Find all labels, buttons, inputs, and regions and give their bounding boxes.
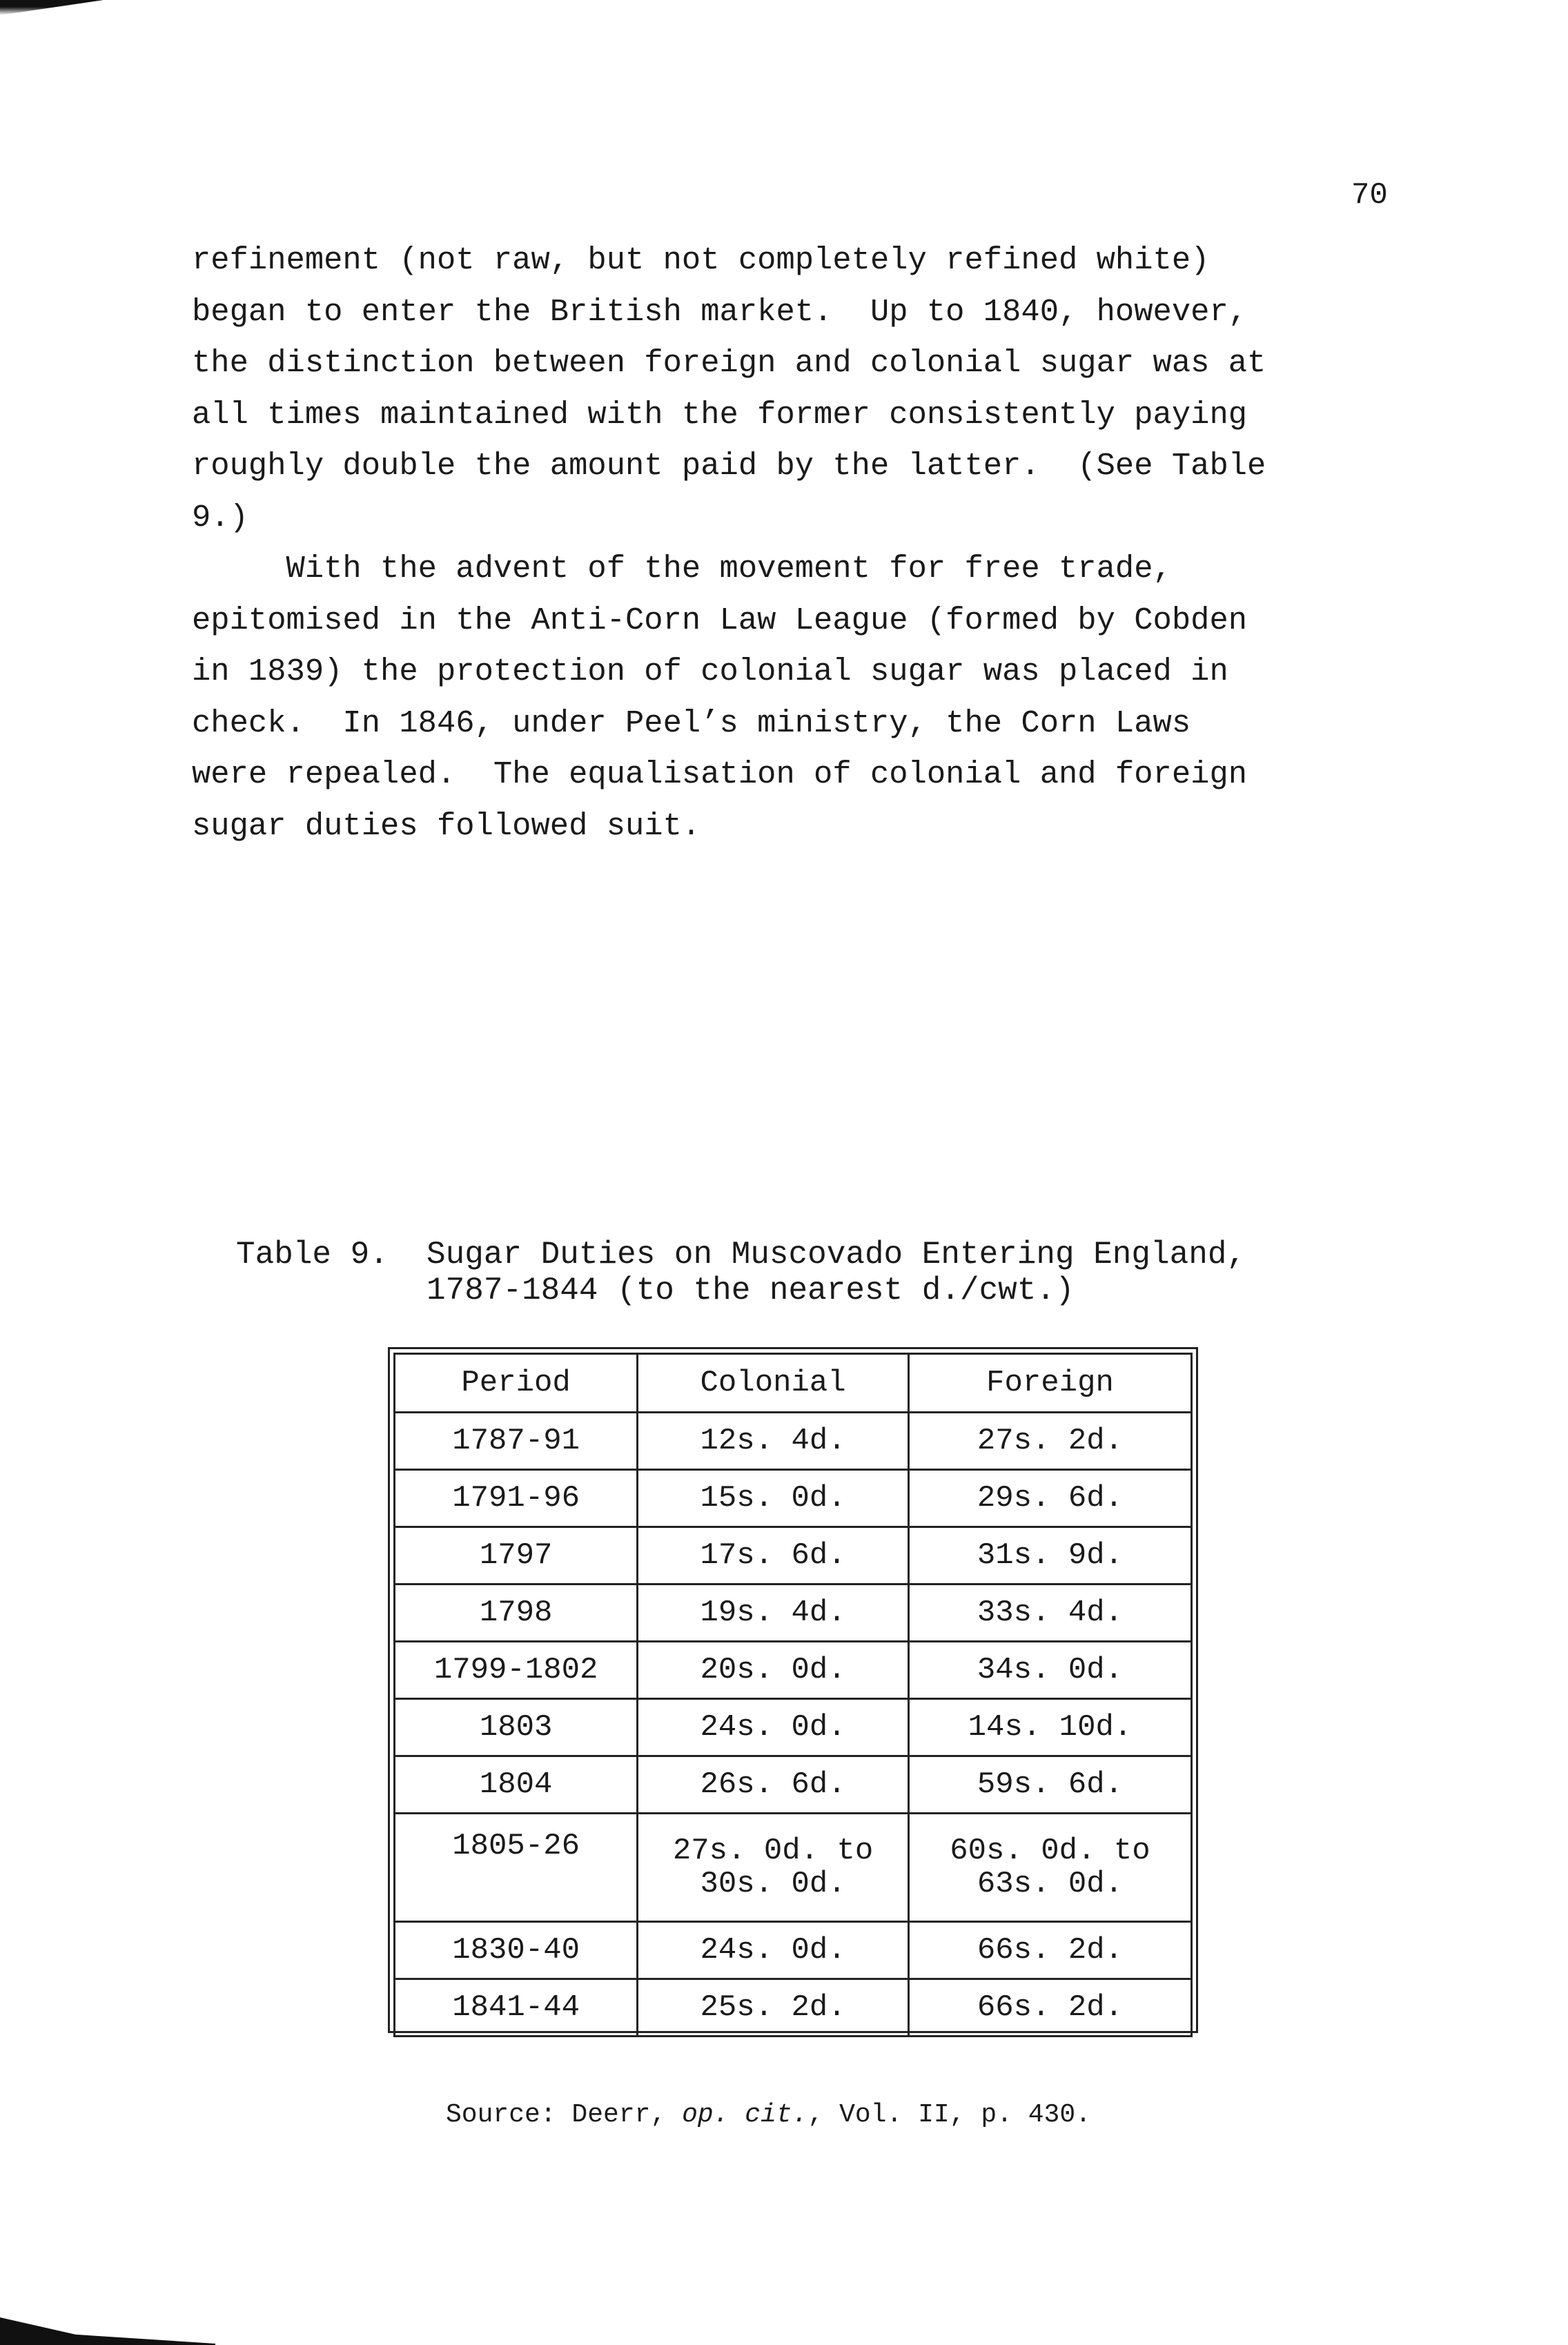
cell-colonial xyxy=(638,1699,909,1756)
table-row xyxy=(395,1699,1192,1756)
cell-foreign-line: 27s. 2d. xyxy=(977,1424,1124,1458)
cell-colonial-line: 26s. 6d. xyxy=(700,1767,846,1802)
cell-colonial xyxy=(638,1814,909,1922)
body-line: were repealed. The equalisation of colonial and foreign xyxy=(192,756,1248,792)
cell-colonial-line: 24s. 0d. xyxy=(700,1710,846,1745)
cell-foreign-line: 14s. 10d. xyxy=(968,1710,1133,1745)
cell-period: 1805-26 xyxy=(395,1814,638,1922)
cell-colonial xyxy=(638,1413,909,1470)
table-row xyxy=(395,1756,1192,1814)
cell-colonial xyxy=(638,1756,909,1814)
table-row xyxy=(395,1814,1192,1922)
cell-colonial xyxy=(638,1922,909,1979)
table-header-row xyxy=(395,1354,1192,1413)
cell-period: 1798 xyxy=(395,1584,638,1642)
cell-colonial xyxy=(638,1642,909,1699)
sugar-duties-table-frame xyxy=(388,1347,1198,2033)
cell-colonial-line: 20s. 0d. xyxy=(700,1653,846,1687)
header-foreign: Foreign xyxy=(908,1354,1191,1413)
body-line: sugar duties followed suit. xyxy=(192,807,701,844)
cell-colonial-line: 25s. 2d. xyxy=(700,1990,846,2025)
cell-foreign xyxy=(908,1413,1191,1470)
cell-foreign xyxy=(908,1470,1191,1527)
cell-foreign xyxy=(908,1699,1191,1756)
source-suffix: , Vol. II, p. 430. xyxy=(807,2100,1091,2130)
scan-corner-mark-top xyxy=(0,0,104,15)
cell-colonial xyxy=(638,1527,909,1584)
cell-foreign xyxy=(908,1756,1191,1814)
cell-colonial-line: 12s. 4d. xyxy=(700,1424,846,1458)
cell-foreign xyxy=(908,1979,1191,2037)
source-note xyxy=(446,2099,1091,2131)
cell-foreign-line: 66s. 2d. xyxy=(977,1933,1124,1968)
table-body xyxy=(395,1413,1192,2037)
cell-colonial-line: 27s. 0d. to xyxy=(672,1834,874,1868)
cell-foreign xyxy=(908,1584,1191,1642)
cell-foreign-line: 31s. 9d. xyxy=(977,1538,1124,1573)
cell-colonial xyxy=(638,1470,909,1527)
body-line: all times maintained with the former consistently paying xyxy=(192,396,1248,433)
cell-foreign-line: 29s. 6d. xyxy=(977,1481,1124,1515)
cell-foreign xyxy=(908,1642,1191,1699)
source-prefix: Source: Deerr, xyxy=(446,2100,683,2130)
cell-foreign xyxy=(908,1922,1191,1979)
cell-period: 1797 xyxy=(395,1527,638,1584)
cell-period: 1787-91 xyxy=(395,1413,638,1470)
cell-colonial-line: 15s. 0d. xyxy=(700,1481,846,1515)
cell-period: 1791-96 xyxy=(395,1470,638,1527)
cell-colonial-line: 17s. 6d. xyxy=(700,1538,846,1573)
table-caption xyxy=(236,1237,1246,1308)
cell-period: 1804 xyxy=(395,1756,638,1814)
header-period: Period xyxy=(395,1354,638,1413)
cell-foreign-line: 34s. 0d. xyxy=(977,1653,1124,1687)
body-line: epitomised in the Anti-Corn Law League (formed by Cobden xyxy=(192,602,1248,638)
body-line: roughly double the amount paid by the latter. (See Table xyxy=(192,448,1266,484)
cell-foreign-line: 60s. 0d. to xyxy=(950,1834,1150,1868)
cell-foreign-line: 59s. 6d. xyxy=(977,1767,1124,1802)
cell-colonial-line: 19s. 4d. xyxy=(700,1596,846,1630)
body-line: 9.) xyxy=(192,499,248,536)
cell-foreign xyxy=(908,1527,1191,1584)
body-paragraphs xyxy=(192,235,1407,852)
table-row xyxy=(395,1413,1192,1470)
table-row xyxy=(395,1470,1192,1527)
cell-period: 1803 xyxy=(395,1699,638,1756)
cell-foreign-line: 66s. 2d. xyxy=(977,1990,1124,2025)
cell-period: 1830-40 xyxy=(395,1922,638,1979)
cell-colonial xyxy=(638,1979,909,2037)
cell-foreign xyxy=(908,1814,1191,1922)
table-row xyxy=(395,1527,1192,1584)
cell-colonial-line: 24s. 0d. xyxy=(700,1933,846,1968)
caption-line-1: Table 9. Sugar Duties on Muscovado Entering England, xyxy=(236,1237,1246,1273)
cell-colonial xyxy=(638,1584,909,1642)
body-line: With the advent of the movement for free trade, xyxy=(192,551,1172,587)
header-colonial: Colonial xyxy=(638,1354,909,1413)
sugar-duties-table xyxy=(393,1353,1193,2037)
scan-corner-mark-bottom xyxy=(0,2317,215,2345)
body-line: began to enter the British market. Up to 1840, however, xyxy=(192,293,1248,330)
body-line: check. In 1846, under Peel’s ministry, the Corn Laws xyxy=(192,705,1191,741)
cell-period: 1799-1802 xyxy=(395,1642,638,1699)
body-line: the distinction between foreign and colonial sugar was at xyxy=(192,345,1266,381)
cell-foreign-line: 33s. 4d. xyxy=(977,1596,1124,1630)
caption-line-2: 1787-1844 (to the nearest d./cwt.) xyxy=(236,1273,1075,1308)
table-row xyxy=(395,1584,1192,1642)
cell-foreign-line: 63s. 0d. xyxy=(977,1867,1124,1901)
source-italic: op. cit. xyxy=(682,2100,808,2130)
table-row xyxy=(395,1979,1192,2037)
cell-period: 1841-44 xyxy=(395,1979,638,2037)
table-row xyxy=(395,1642,1192,1699)
table-row xyxy=(395,1922,1192,1979)
body-line: in 1839) the protection of colonial sugar was placed in xyxy=(192,654,1228,689)
page-number: 70 xyxy=(1351,178,1388,213)
body-line: refinement (not raw, but not completely refined white) xyxy=(192,242,1210,278)
cell-colonial-line: 30s. 0d. xyxy=(700,1867,846,1901)
